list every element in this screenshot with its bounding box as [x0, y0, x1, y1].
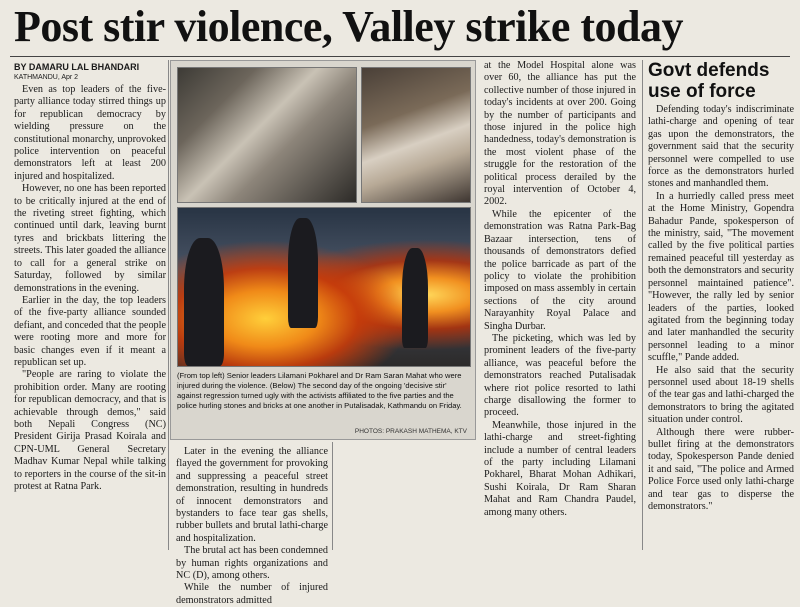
photo-street-clash — [177, 207, 471, 367]
photo-injured-leader-mahat — [361, 67, 471, 203]
paragraph: However, no one has been reported to be critically injured at the end of the riveting street fighting, which continued until dark, leaving burnt tyres and brickbats littering the streets. This later goaded the alliance to call for a general strike on Saturday, followed by similar demonstrations in the evening. — [14, 183, 166, 294]
paragraph: Earlier in the day, the top leaders of the five-party alliance sounded defiant, and conceded that the people were rooting more and more for basic changes even if it meant a republican set up. — [14, 294, 166, 368]
paragraph: While the epicenter of the demonstration was Ratna Park-Bag Bazaar intersection, tens of thousands of demonstrators defied the police barricade as part of the policy to violate the prohibition imposed on mass assembly in certain sections of the city around Narayanhity Royal Palace and Singha Durbar. — [484, 208, 636, 332]
paragraph: The picketing, which was led by prominent leaders of the five-party alliance, was peaceful before the demonstrators reached Putalisadak where riot police resorted to lathi charge disallowing the former to proceed. — [484, 332, 636, 419]
byline: BY DAMARU LAL BHANDARI — [14, 62, 140, 72]
column-divider — [332, 442, 333, 550]
paragraph: Even as top leaders of the five-party alliance today stirred things up for republican democracy by wielding pressure on the constitutional monarchy, unprovoked police intervention on peaceful demonstrators left at least 200 injured and hospitalized. — [14, 84, 166, 182]
paragraph: Although there were rubber-bullet firing at the demonstrators today, Spokesperson Pande denied it and said, "The police and Armed Police Force used only lathi-charge and tear gas to disperse the demonstrators." — [648, 426, 794, 512]
photo-credit: PHOTOS: PRAKASH MATHEMA, KTV — [354, 428, 467, 435]
paragraph: While the number of injured demonstrators admitted — [176, 582, 328, 606]
column-divider — [168, 60, 169, 550]
paragraph: In a hurriedly called press meet at the Home Ministry, Gopendra Bahadur Pande, spokesperson of the ministry, said, "The movement called by the five political parties remained peaceful till yesterday as both the demonstrators and security personnel maintained patience". "However, the rally led by senior leaders of the parties, looked agitated from the beginning today and later manhandled the security personnel leading to a minor scuffle," Pande added. — [648, 190, 794, 364]
photo-caption: (From top left) Senior leaders Lilamani Pokharel and Dr Ram Saran Mahat who were injured during the violence. (Below) The second day of the ongoing 'decisive stir' against regression turned ugly with the activists affiliated to the five parties and the police hurling stones and bricks at one another in Putalisadak, Kathmandu on Friday. — [177, 371, 462, 410]
paragraph: at the Model Hospital alone was over 60, the alliance has put the collective number of those injured in today's incidents at over 200. Going by the number of participants and those injured in the police high handedness, today's demonstration is the most violent phase of the struggle for the restoration of the political process derailed by the royal intervention of October 4, 2002. — [484, 60, 636, 208]
sidebar-headline: Govt defends use of force — [648, 60, 770, 102]
paragraph: He also said that the security personnel used about 18-19 shells of the tear gas and lathi-charged the demonstrators to bring the agitated situation under control. — [648, 364, 794, 426]
figure-silhouette — [402, 248, 428, 348]
paragraph: Meanwhile, those injured in the lathi-charge and street-fighting include a number of central leaders of the party including Lilamani Pokharel, Bharat Mohan Adhikari, Sushi Koirala, Dr Ram Sharan Mahat and Ram Chandra Paudel, among many others. — [484, 419, 636, 518]
photo-injured-leader-pokharel — [177, 67, 357, 203]
column-divider — [642, 60, 643, 550]
article-column-2 — [176, 446, 328, 606]
article-column-3 — [484, 60, 636, 550]
paragraph: "People are raring to violate the prohibition order. Many are rooting for republican democracy, and that is achievable through demos," said both Nepali Congress (NC) President Girija Prasad Koirala and CPN-UML General Secretary Madhav Kumar Nepal while talking to reporters in the course of the sit-in protest at Ratna Park. — [14, 369, 166, 492]
paragraph: Later in the evening the alliance flayed the government for provoking and suppressing a peaceful street demonstration, resulting in hundreds of innocent demonstrators and bystanders to face tear gas shells, rubber bullets and brutal lathi-charge and hospitalization. — [176, 446, 328, 544]
paragraph: The brutal act has been condemned by human rights organizations and NC (D), among others. — [176, 545, 328, 582]
figure-silhouette — [288, 218, 318, 328]
paragraph: Defending today's indiscriminate lathi-charge and opening of tear gas upon the demonstrators, the government said that the security personnel were compelled to use force as the demonstrators hurled stones and manhandled them. — [648, 104, 794, 190]
article-column-2b — [338, 446, 478, 550]
headline-rule — [10, 56, 790, 57]
dateline: KATHMANDU, Apr 2 — [14, 74, 79, 81]
figure-silhouette — [184, 238, 224, 366]
photo-block — [170, 60, 476, 440]
article-column-1 — [14, 84, 166, 550]
sidebar-column — [648, 104, 794, 550]
headline: Post stir violence, Valley strike today — [14, 2, 683, 51]
